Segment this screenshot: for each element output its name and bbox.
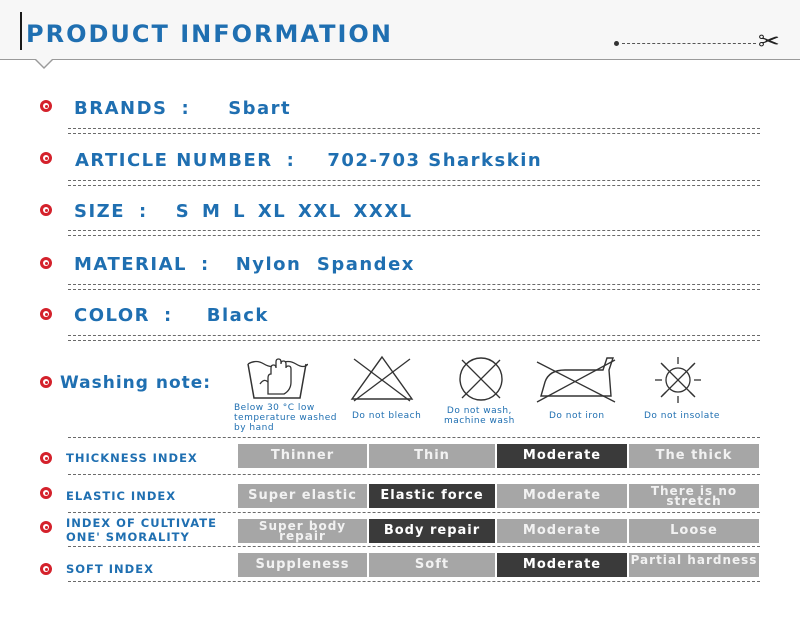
no-sun-icon (653, 355, 703, 405)
info-label: MATERIAL (74, 254, 187, 275)
index-label-line: ELASTIC INDEX (66, 489, 177, 503)
caption-line: Below 30 °C low (234, 403, 315, 413)
cut-line (622, 43, 756, 44)
wash-caption (644, 411, 720, 421)
info-label: ARTICLE NUMBER (75, 150, 273, 171)
wash-caption (234, 403, 337, 433)
index-label-line: SOFT INDEX (66, 562, 154, 576)
row-divider (68, 284, 760, 285)
row-divider (68, 230, 760, 231)
bullet-icon (40, 487, 52, 499)
index-option: Suppleness (238, 553, 367, 577)
index-option: Thinner (238, 444, 367, 468)
index-label (66, 562, 154, 576)
bullet-icon (40, 521, 52, 533)
washing-note-label: Washing note: (60, 373, 212, 393)
scissors-icon: ✂ (758, 27, 780, 57)
info-value: Black (206, 305, 269, 326)
bullet-icon (40, 152, 52, 164)
caption-line: temperature washed (234, 413, 337, 423)
info-row-brands (74, 98, 291, 119)
info-sep: : (286, 150, 296, 171)
bullet-icon (40, 257, 52, 269)
info-row-size (74, 201, 413, 222)
caption-line: Do not wash, (446, 406, 512, 416)
row-divider (68, 512, 760, 513)
bullet-icon (40, 376, 52, 388)
info-sep: : (181, 98, 191, 119)
no-iron-icon (535, 356, 617, 404)
header-notch-inner (36, 59, 52, 67)
bullet-icon (40, 452, 52, 464)
info-sep: : (200, 254, 210, 275)
info-row-color (74, 305, 269, 326)
index-option-selected: Body repair (369, 519, 495, 543)
info-value: Nylon Spandex (235, 254, 415, 275)
index-option: Thin (369, 444, 495, 468)
caption-line: machine wash (444, 416, 515, 426)
header-divider (0, 59, 800, 60)
index-option: Moderate (497, 519, 627, 543)
index-option: Loose (629, 519, 759, 543)
info-value: 702-703 Sharkskin (327, 150, 543, 171)
index-option: There is no stretch (629, 484, 759, 508)
caption-line: Do not bleach (352, 411, 422, 421)
bullet-icon (40, 204, 52, 216)
row-divider (68, 128, 760, 129)
cut-line-dot (614, 41, 619, 46)
index-option: Soft (369, 553, 495, 577)
row-divider (68, 185, 760, 186)
info-label: SIZE (74, 201, 126, 222)
row-divider (68, 133, 760, 134)
page-title: PRODUCT INFORMATION (26, 20, 393, 48)
row-divider (68, 289, 760, 290)
info-label: BRANDS (74, 98, 168, 119)
index-label (66, 516, 217, 544)
row-divider (68, 474, 760, 475)
info-sep: : (164, 305, 173, 326)
row-divider (68, 235, 760, 236)
row-divider (68, 546, 760, 547)
index-option: Super elastic (238, 484, 367, 508)
row-divider (68, 180, 760, 181)
caption-line: Do not iron (549, 411, 605, 421)
index-label (66, 451, 198, 465)
row-divider (68, 437, 760, 438)
index-label-line: INDEX OF CULTIVATE (66, 516, 217, 530)
index-option: Partial hardness (629, 553, 759, 577)
header-accent-bar (20, 12, 22, 50)
index-label-line: THICKNESS INDEX (66, 451, 198, 465)
no-bleach-icon (350, 355, 414, 403)
info-label: COLOR (74, 305, 151, 326)
info-value: Sbart (228, 98, 292, 119)
row-divider (68, 340, 760, 341)
caption-line: Do not insolate (644, 411, 720, 421)
hand-wash-icon (246, 354, 308, 400)
wash-caption (549, 411, 605, 421)
no-wash-icon (456, 355, 506, 403)
index-option: Moderate (497, 484, 627, 508)
wash-caption (444, 406, 515, 426)
index-option-selected: Moderate (497, 553, 627, 577)
bullet-icon (40, 308, 52, 320)
index-option: The thick (629, 444, 759, 468)
index-label-line: ONE' SMORALITY (66, 530, 190, 544)
wash-caption (352, 411, 421, 421)
info-row-material (74, 254, 415, 275)
info-sep: : (139, 201, 148, 222)
info-value: S M L XL XXL XXXL (175, 201, 413, 222)
info-row-article-number (75, 150, 542, 171)
header-banner (0, 0, 800, 60)
bullet-icon (40, 100, 52, 112)
index-option-selected: Elastic force (369, 484, 495, 508)
index-label (66, 489, 176, 503)
caption-line: by hand (234, 423, 275, 433)
row-divider (68, 335, 760, 336)
row-divider (68, 581, 760, 582)
bullet-icon (40, 563, 52, 575)
index-option: Super body repair (238, 519, 367, 543)
index-option-selected: Moderate (497, 444, 627, 468)
